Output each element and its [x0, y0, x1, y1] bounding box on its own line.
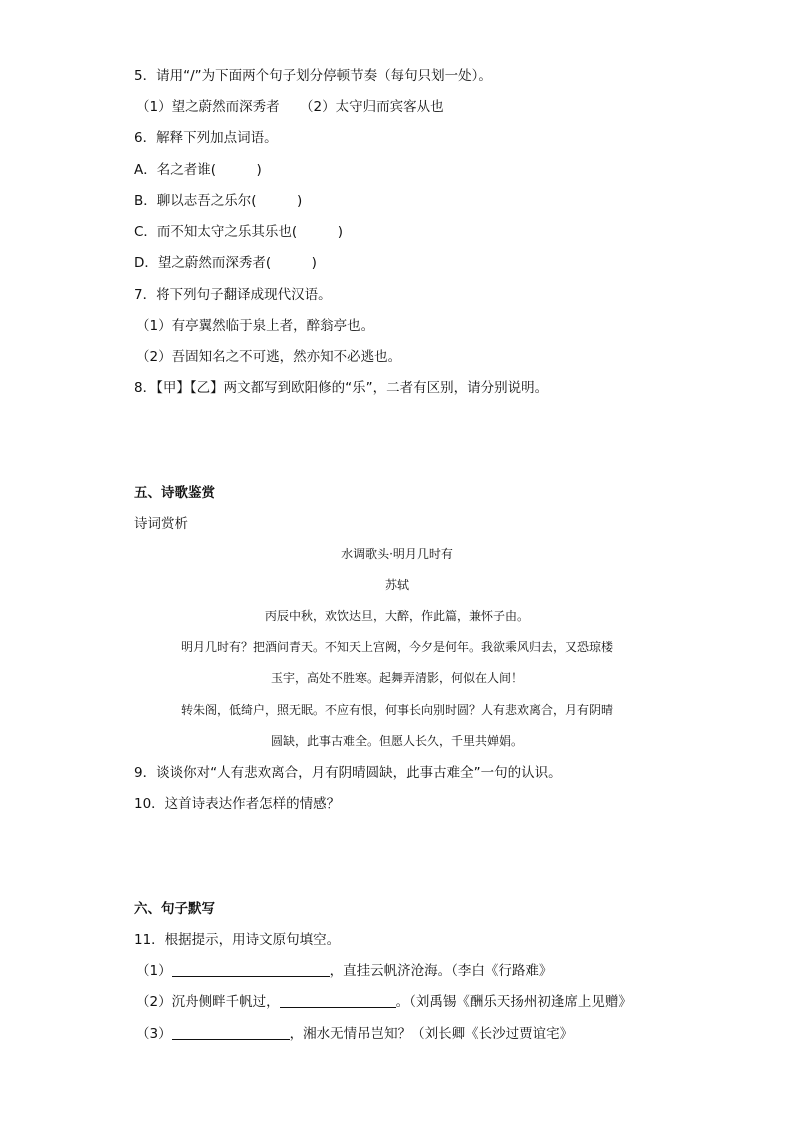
q11-item-1-text: ，直挂云帆济沧海。（李白《行路难》 [329, 963, 553, 979]
q6-option-d: D．望之蔚然而深秀者( ) [134, 255, 317, 271]
q6-option-a: A．名之者谁( ) [134, 162, 262, 178]
q11-item-1-number: （1） [136, 963, 172, 979]
q11-item-3-text: ，湘水无情吊岂知？（刘长卿《长沙过贾谊宅》 [289, 1026, 574, 1042]
section5-heading: 五、诗歌鉴赏 [134, 485, 215, 501]
fill-blank-1[interactable] [172, 962, 330, 977]
poem-preface: 丙辰中秋，欢饮达旦，大醉，作此篇，兼怀子由。 [264, 609, 529, 623]
q11-item-1 [136, 961, 552, 981]
q7-stem: 7．将下列句子翻译成现代汉语。 [134, 287, 332, 303]
q11-item-3-number: （3） [136, 1026, 172, 1042]
poem-line-3: 转朱阁，低绮户，照无眠。不应有恨，何事长向别时圆？人有悲欢离合，月有阴晴 [180, 703, 613, 717]
section6-heading: 六、句子默写 [134, 901, 215, 917]
q11-stem: 11．根据提示，用诗文原句填空。 [134, 932, 341, 948]
q11-item-2-prefix: 沉舟侧畔千帆过， [171, 994, 280, 1010]
q11-item-3 [136, 1024, 573, 1044]
poem-line-1: 明月几时有？把酒问青天。不知天上宫阙，今夕是何年。我欲乘风归去，又恐琼楼 [180, 640, 613, 654]
q5-stem: 5．请用“/”为下面两个句子划分停顿节奏（每句只划一处）。 [134, 68, 492, 84]
poem-title: 水调歌头·明月几时有 [341, 547, 453, 561]
q11-item-2-text: 。（刘禹锡《酬乐天扬州初逢席上见赠》 [395, 994, 632, 1010]
q7-sentence-1: （1）有亭翼然临于泉上者，醉翁亭也。 [136, 318, 375, 334]
fill-blank-3[interactable] [172, 1025, 290, 1040]
q11-item-2-number: （2） [136, 994, 172, 1010]
poem-line-2: 玉宇，高处不胜寒。起舞弄清影，何似在人间！ [270, 671, 523, 685]
q7-sentence-2: （2）吾固知名之不可逃，然亦知不必逃也。 [136, 349, 402, 365]
q6-option-b: B．聊以志吾之乐尔( ) [134, 193, 303, 209]
q11-item-2 [136, 992, 632, 1012]
q5-sentence-2: （2）太守归而宾客从也 [300, 99, 444, 115]
fill-blank-2[interactable] [280, 993, 396, 1008]
q6-option-c: C．而不知太守之乐其乐也( ) [134, 224, 343, 240]
q8-stem: 8．【甲】【乙】两文都写到欧阳修的“乐”，二者有区别，请分别说明。 [134, 380, 549, 396]
q9-stem: 9．谈谈你对“人有悲欢离合，月有阴晴圆缺，此事古难全”一句的认识。 [134, 765, 562, 781]
q10-stem: 10．这首诗表达作者怎样的情感？ [134, 796, 341, 812]
q6-stem: 6．解释下列加点词语。 [134, 130, 278, 146]
section5-subheading: 诗词赏析 [134, 516, 188, 532]
q5-sentence-1: （1）望之蔚然而深秀者 [136, 99, 280, 115]
poem-line-4: 圆缺，此事古难全。但愿人长久，千里共婵娟。 [270, 734, 523, 748]
poem-author: 苏轼 [384, 578, 409, 592]
